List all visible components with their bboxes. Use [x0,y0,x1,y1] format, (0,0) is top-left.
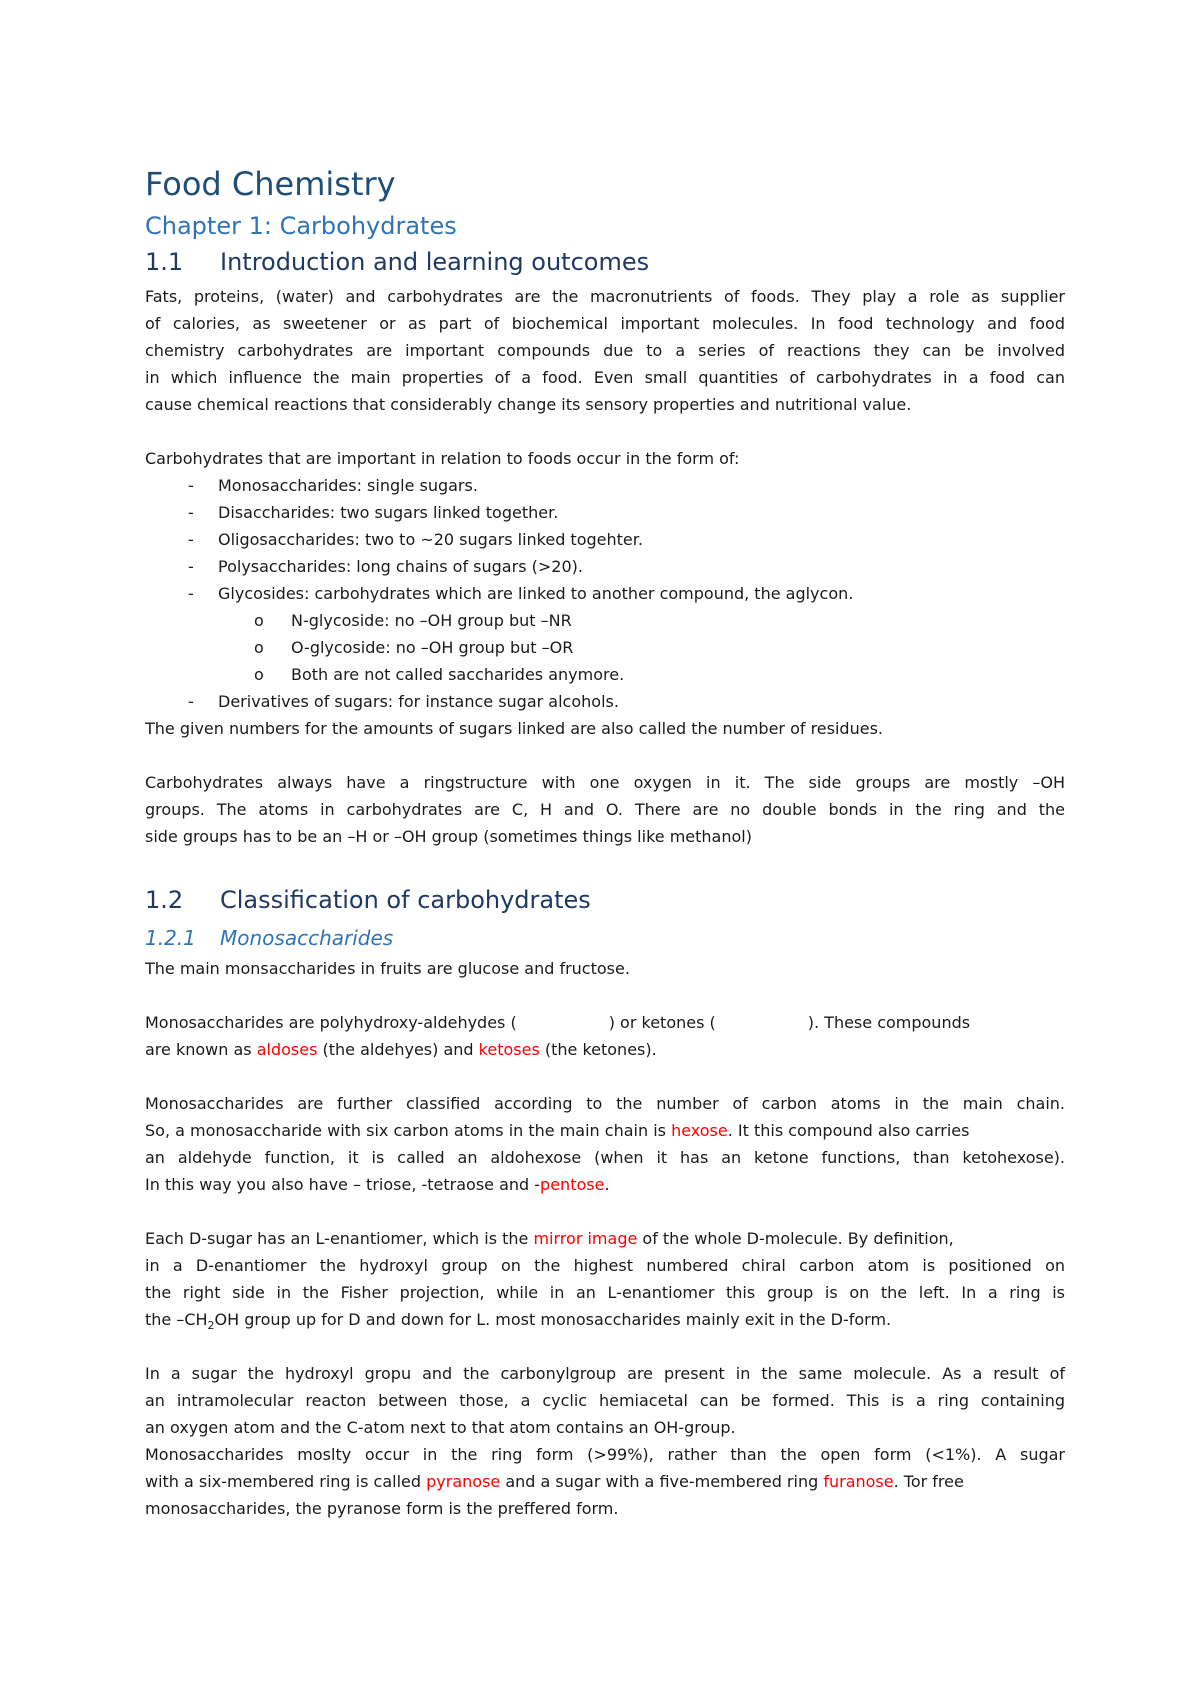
paragraph-line: Monosaccharides are further classified according to the number of carbon atoms in the main chain. [145,1094,1065,1113]
dash-bullet: - [188,584,194,603]
dash-bullet: - [188,530,194,549]
text-run: ) or ketones ( [608,1013,716,1032]
sub-list-item [254,634,574,661]
section-number: 1.1 [145,248,184,276]
paragraph-line: cause chemical reactions that considerably change its sensory properties and nutritional value. [145,395,912,414]
list-item [188,472,478,499]
section-heading-1-1 [145,246,649,278]
paragraph-line [145,1036,1065,1063]
paragraph-line: the right side in the Fisher projection, while in an L-enantiomer this group is on the left. In a ring is [145,1283,1065,1302]
paragraph-line: Monosaccharides moslty occur in the ring form (>99%), rather than the open form (<1%). A sugar [145,1445,1065,1464]
sub-list-item [254,661,625,688]
highlight-term: ketoses [478,1040,540,1059]
text-run: and a sugar with a five-membered ring [500,1472,824,1491]
list-item [188,499,559,526]
paragraph-line [145,1009,1065,1036]
text-run: . [604,1175,610,1194]
paragraph-line: Fats, proteins, (water) and carbohydrates are the macronutrients of foods. They play a role as supplier [145,287,1065,306]
paragraph-line: in which influence the main properties of a food. Even small quantities of carbohydrates in a food can [145,368,1065,387]
list-item [188,553,583,580]
list-item-text: Monosaccharides: single sugars. [218,476,478,495]
sub-list-item-text: O-glycoside: no –OH group but –OR [291,638,574,657]
list-item-text: Disaccharides: two sugars linked together. [218,503,559,522]
highlight-term: furanose [823,1472,894,1491]
sub-list-item-text: N-glycoside: no –OH group but –NR [291,611,572,630]
text-run: . It this compound also carries [727,1121,970,1140]
paragraph-line: of calories, as sweetener or as part of biochemical important molecules. In food technology and food [145,314,1065,333]
subsection-number: 1.2.1 [145,926,196,950]
text-run: In this way you also have – triose, -tetraose and - [145,1175,541,1194]
highlight-term: pentose [540,1175,605,1194]
dash-bullet: - [188,692,194,711]
document-title: Food Chemistry [145,165,396,203]
list-item-text: Derivatives of sugars: for instance sugar alcohols. [218,692,619,711]
text-run: OH group up for D and down for L. most monosaccharides mainly exit in the D-form. [214,1310,892,1329]
paragraph-line: an aldehyde function, it is called an aldohexose (when it has an ketone functions, than ketohexose). [145,1148,1065,1167]
highlight-term: hexose [671,1121,728,1140]
highlight-term: pyranose [426,1472,501,1491]
paragraph-line [145,1171,1065,1198]
paragraph-line: chemistry carbohydrates are important compounds due to a series of reactions they can be involved [145,341,1065,360]
circle-bullet: o [254,638,264,657]
text-run: the –CH [145,1310,208,1329]
list-item [188,526,643,553]
paragraph-line: an oxygen atom and the C-atom next to that atom contains an OH-group. [145,1418,736,1437]
text-run: (the aldehyes) and [317,1040,479,1059]
text-run: So, a monosaccharide with six carbon atoms in the main chain is [145,1121,672,1140]
chapter-heading: Chapter 1: Carbohydrates [145,212,457,240]
paragraph-line: The given numbers for the amounts of sugars linked are also called the number of residues. [145,719,883,738]
subsection-heading-1-2-1 [145,924,393,952]
paragraph-line: an intramolecular reacton between those, a cyclic hemiacetal can be formed. This is a ring containing [145,1391,1065,1410]
circle-bullet: o [254,611,264,630]
section-number: 1.2 [145,886,184,914]
section-heading-1-2 [145,884,591,916]
dash-bullet: - [188,503,194,522]
paragraph-line [145,1468,1065,1495]
paragraph-line: in a D-enantiomer the hydroxyl group on the highest numbered chiral carbon atom is positioned on [145,1256,1065,1275]
subsection-title: Monosaccharides [220,926,394,950]
paragraph-line: side groups has to be an –H or –OH group (sometimes things like methanol) [145,827,752,846]
paragraph-line: monosaccharides, the pyranose form is the preffered form. [145,1499,619,1518]
text-run: Monosaccharides are polyhydroxy-aldehydes ( [145,1013,517,1032]
list-item-text: Glycosides: carbohydrates which are linked to another compound, the aglycon. [218,584,854,603]
dash-bullet: - [188,557,194,576]
paragraph-line [145,1117,1065,1144]
text-run: (the ketones). [539,1040,657,1059]
list-item-text: Oligosaccharides: two to ~20 sugars linked togehter. [218,530,643,549]
list-item [188,688,619,715]
paragraph-line: In a sugar the hydroxyl gropu and the carbonylgroup are present in the same molecule. As a result of [145,1364,1065,1383]
paragraph-line [145,1306,1065,1339]
paragraph-line: groups. The atoms in carbohydrates are C, H and O. There are no double bonds in the ring and the [145,800,1065,819]
text-run: of the whole D-molecule. By definition, [637,1229,954,1248]
section-title: Classification of carbohydrates [220,886,591,914]
section-title: Introduction and learning outcomes [220,248,650,276]
text-run: ). These compounds [807,1013,971,1032]
list-item [188,580,854,607]
highlight-term: aldoses [256,1040,318,1059]
circle-bullet: o [254,665,264,684]
highlight-term: mirror image [533,1229,638,1248]
text-run: Each D-sugar has an L-enantiomer, which is the [145,1229,534,1248]
dash-bullet: - [188,476,194,495]
text-run: are known as [145,1040,257,1059]
paragraph-line: The main monsaccharides in fruits are glucose and fructose. [145,959,630,978]
text-run: . Tor free [893,1472,964,1491]
list-intro: Carbohydrates that are important in relation to foods occur in the form of: [145,449,740,468]
sub-list-item [254,607,572,634]
paragraph-line [145,1225,1065,1252]
paragraph-line: Carbohydrates always have a ringstructure with one oxygen in it. The side groups are mostly –OH [145,773,1065,792]
text-run: with a six-membered ring is called [145,1472,427,1491]
sub-list-item-text: Both are not called saccharides anymore. [291,665,625,684]
subscript: 2 [207,1319,215,1333]
list-item-text: Polysaccharides: long chains of sugars (>20). [218,557,583,576]
